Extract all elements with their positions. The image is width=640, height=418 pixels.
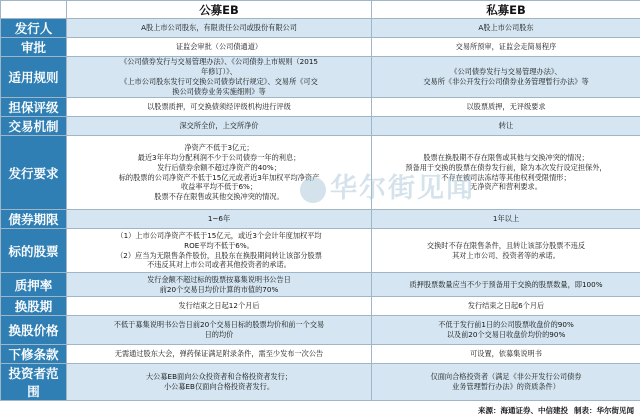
cell-text-line: 大公募EB面向公众投资者和合格投资者发行； [145, 372, 293, 382]
cell-text-line: 标的股票的公司净资产不低于15亿元或者近3年加权平均净资产 [118, 172, 320, 182]
public-eb-cell [67, 210, 372, 229]
row-label: 下修条款 [1, 345, 67, 364]
table-row [1, 19, 640, 38]
cell-text-line: 转让 [498, 121, 514, 131]
row-label: 质押率 [1, 273, 67, 297]
private-eb-cell [372, 316, 640, 345]
public-eb-cell [67, 273, 372, 297]
table-row [1, 136, 640, 210]
header-public-eb: 公募EB [67, 1, 372, 19]
cell-text-line: 交易所预审，证监会走简易程序 [455, 42, 557, 52]
cell-text-line: 收益率平均不低于6%； [180, 182, 258, 192]
cell-text-line: 仅面向合格投资者（满足《非公开发行公司债券 [430, 372, 582, 382]
cell-text-line: 1年以上 [492, 214, 520, 224]
cell-text-line: （1）上市公司净资产不低于15亿元，或近3个会计年度加权平均 [116, 230, 322, 240]
cell-text-line: 不低于发行前1日的公司股票收盘价的90% [438, 320, 574, 330]
cell-text-line: 不违反其对上市公司或者其他投资者的承诺。 [147, 260, 291, 270]
cell-text-line: 《公司债券发行与交易管理办法》、《公司债券上市规则（2015 [120, 57, 318, 67]
row-label: 适用规则 [1, 57, 67, 98]
cell-text-line: A股上市公司股东 [478, 23, 534, 33]
cell-text-line: 交换时不存在限售条件，且转让该部分股票不违反 [426, 240, 586, 250]
table-row [1, 297, 640, 316]
cell-text-line: 年修订）》、 [201, 67, 237, 77]
cell-text-line: 预备用于交换的股票在债券发行前，除为本次发行设定担保外， [405, 162, 607, 172]
private-eb-cell [372, 136, 640, 210]
cell-text-line: ROE平均不低于6%。 [184, 240, 254, 250]
cell-text-line: 小公募EB仅面向合格投资者发行。 [163, 382, 275, 391]
public-eb-cell [67, 364, 372, 401]
public-eb-cell [67, 136, 372, 210]
cell-text-line: 发行结束之日起6个月后 [467, 301, 545, 311]
cell-text-line: 换公司债券业务实施细则》等 [172, 86, 266, 96]
cell-text-line: 深交所全价，上交所净价 [179, 121, 259, 131]
row-label: 审批 [1, 38, 67, 57]
row-label: 发行要求 [1, 136, 67, 210]
row-label: 担保评级 [1, 98, 67, 117]
cell-text-line: 《上市公司股东发行可交换公司债券试行规定》、交易所《可交 [120, 77, 318, 86]
cell-text-line: 前20个交易日均价计算的市值的70% [159, 284, 279, 294]
cell-text-line: 交易所《非公开发行公司债券业务管理暂行办法》等 [423, 77, 589, 86]
cell-text-line: 业务管理暂行办法》的资质条件） [452, 382, 560, 391]
table-row [1, 273, 640, 297]
table-row [1, 229, 640, 273]
private-eb-cell [372, 229, 640, 273]
private-eb-cell [372, 345, 640, 364]
cell-text-line: 股票不存在限售或其他交换冲突的情况。 [154, 192, 284, 202]
cell-text-line: 日的均价 [204, 330, 234, 339]
private-eb-cell [372, 210, 640, 229]
table-body [1, 19, 640, 401]
cell-text-line: A股上市公司股东，有限责任公司或股份有限公司 [141, 23, 297, 33]
footer [0, 404, 640, 418]
private-eb-cell [372, 297, 640, 316]
public-eb-cell [67, 98, 372, 117]
cell-text-line: 股票在换股期不存在限售或其他与交换冲突的情况； [423, 152, 589, 162]
row-label: 标的股票 [1, 229, 67, 273]
cell-text-line: 发行金额不超过标的股票按募集说明书公告日 [147, 274, 291, 284]
table-row [1, 345, 640, 364]
watermark-text: 华尔街见闻 [330, 173, 475, 204]
public-eb-cell [67, 19, 372, 38]
private-eb-cell [372, 273, 640, 297]
private-eb-cell [372, 98, 640, 117]
public-eb-cell [67, 345, 372, 364]
header-row [1, 1, 640, 19]
cell-text-line: 净资产不低于3亿元； [184, 143, 254, 153]
cell-text-line: 质押股票数量应当不少于预备用于交换的股票数量，即100% [409, 279, 603, 289]
public-eb-cell [67, 316, 372, 345]
public-eb-cell [67, 38, 372, 57]
cell-text-line: 最近3年年均分配利润不少于公司债券一年的利息； [137, 152, 301, 162]
public-eb-cell [67, 117, 372, 136]
row-label: 交易机制 [1, 117, 67, 136]
row-label: 换股价格 [1, 316, 67, 345]
cell-text-line: 不存在被司法冻结等其他权利受限情形； [441, 172, 571, 182]
cell-text-line: （2）应当为无限售条件股份，且股东在换股期间转让该部分股票 [116, 250, 322, 260]
table-row [1, 98, 640, 117]
cell-text-line: 无净资产和营利要求。 [470, 182, 542, 192]
header-corner [1, 1, 67, 19]
table-row [1, 364, 640, 401]
cell-text-line: 以及前20个交易日收盘价均价的90% [446, 330, 566, 339]
source-note: 来源：海通证券、中信建投 [478, 406, 568, 415]
cell-text-line: 发行结束之日起12个月后 [178, 301, 260, 311]
row-label: 换股期 [1, 297, 67, 316]
producer-note: 制表：华尔街见闻 [574, 406, 634, 415]
table-row [1, 210, 640, 229]
table-row [1, 57, 640, 98]
private-eb-cell [372, 364, 640, 401]
table-row [1, 316, 640, 345]
cell-text-line: 无需通过股东大会，弹药保证满足附录条件，需至少发布一次公告 [114, 349, 324, 359]
table-row [1, 117, 640, 136]
table-row [1, 38, 640, 57]
public-eb-cell [67, 297, 372, 316]
private-eb-cell [372, 19, 640, 38]
cell-text-line: 其对上市公司、投资者等的承诺。 [452, 250, 560, 260]
private-eb-cell [372, 57, 640, 98]
cell-text-line: 《公司债券发行与交易管理办法》、 [450, 67, 562, 77]
row-label: 投资者范围 [1, 364, 67, 401]
header-private-eb: 私募EB [372, 1, 640, 19]
cell-text-line: 可设置，依募集说明书 [470, 349, 542, 359]
private-eb-cell [372, 38, 640, 57]
private-eb-cell [372, 117, 640, 136]
public-eb-cell [67, 57, 372, 98]
cell-text-line: 证监会审批（公司债通道） [175, 42, 263, 52]
public-eb-cell [67, 229, 372, 273]
cell-text-line: 发行后债券余额不超过净资产的40%； [157, 162, 281, 172]
row-label: 债券期限 [1, 210, 67, 229]
row-label: 发行人 [1, 19, 67, 38]
cell-text-line: 1~6年 [207, 214, 231, 224]
cell-text-line: 以股票质押，无评级要求 [466, 102, 546, 112]
cell-text-line: 以股票质押，可交换债须经评级机构进行评级 [147, 102, 291, 112]
cell-text-line: 不低于募集说明书公告日前20个交易日标的股票均价和前一个交易 [113, 320, 325, 330]
